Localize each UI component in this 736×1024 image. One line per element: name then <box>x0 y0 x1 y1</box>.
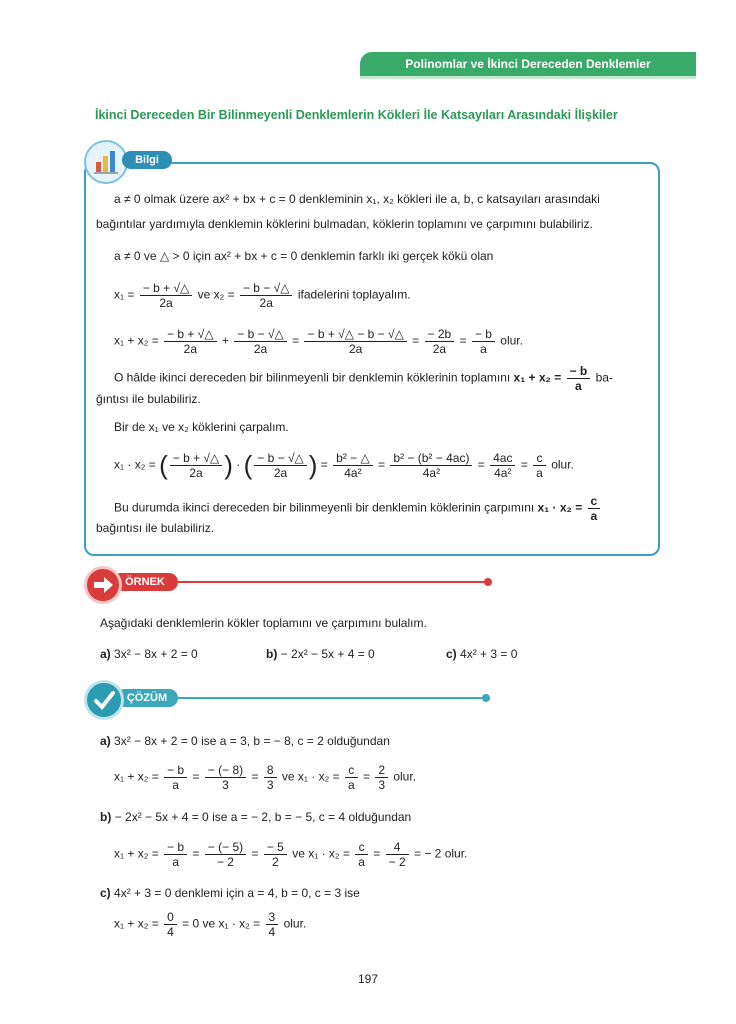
section-title: İkinci Dereceden Bir Bilinmeyenli Denklemlerin Kökleri İle Katsayıları Arasındaki İlişkiler <box>95 108 618 122</box>
x1-fraction: $\frac{- b + √\triangle}{2a}$ <box>140 281 193 310</box>
cozum-rule <box>178 697 484 699</box>
checkmark-icon <box>84 680 124 720</box>
chapter-title: Polinomlar ve İkinci Dereceden Denklemler <box>405 57 651 71</box>
cozum-b-calc: x₁ + x₂ = $\frac{- b}{a}$ = $\frac{- (- 5)}{- 2}$ = $\frac{- 5}{2}$ ve x₁ · x₂ = $\frac{c}{a}$ = $\frac{4}{- 2}$ = − 2 olur. <box>114 840 468 869</box>
ornek-item-b: b) − 2x² − 5x + 4 = 0 <box>266 647 375 661</box>
cozum-badge: ÇÖZÜM <box>116 689 178 707</box>
roots-line <box>114 281 411 310</box>
x1-label: x₁ = <box>114 287 135 302</box>
page-number: 197 <box>357 972 379 986</box>
prod-intro: Bir de x₁ ve x₂ köklerini çarpalım. <box>114 420 289 434</box>
bilgi-badge: Bilgi <box>122 151 172 169</box>
ornek-question: Aşağıdaki denklemlerin kökler toplamını ve çarpımını bulalım. <box>100 616 427 630</box>
sum-conclusion: O hâlde ikinci dereceden bir bilinmeyenli bir denklemin köklerinin toplamını x₁ + x₂ = $\frac{- b}{a}$ ba- <box>114 364 613 393</box>
roots-tail: ifadelerini toplayalım. <box>297 287 411 302</box>
sum-derivation: x₁ + x₂ = $\frac{- b + √\triangle}{2a}$ + $\frac{- b - √\triangle}{2a}$ = $\frac{- b + √\triangle - b - √\triangle}{2a}$ = $\frac{- 2b}{2a}$ = $\frac{- b}{a}$ olur. <box>114 327 523 356</box>
cozum-c-calc: x₁ + x₂ = $\frac{0}{4}$ = 0 ve x₁ · x₂ = $\frac{3}{4}$ olur. <box>114 910 307 939</box>
cozum-a-line: a) 3x² − 8x + 2 = 0 ise a = 3, b = − 8, c = 2 olduğundan <box>100 734 390 748</box>
ornek-item-c: c) 4x² + 3 = 0 <box>446 647 518 661</box>
bilgi-line-3: a ≠ 0 ve △ > 0 için ax² + bx + c = 0 denklemin farklı iki gerçek kökü olan <box>114 249 494 263</box>
bilgi-intro-2: bağıntılar yardımıyla denklemin köklerini bulmadan, köklerin toplamını ve çarpımını bulabiliriz. <box>96 217 593 231</box>
prod-conclusion-2: bağıntısı ile bulabiliriz. <box>96 521 215 535</box>
ornek-badge: ÖRNEK <box>112 573 178 591</box>
cozum-c-line: c) 4x² + 3 = 0 denklemi için a = 4, b = 0, c = 3 ise <box>100 886 360 900</box>
ornek-item-a: a) 3x² − 8x + 2 = 0 <box>100 647 198 661</box>
ornek-dot <box>484 578 492 586</box>
prod-derivation: x₁ · x₂ = ( $\frac{- b + √\triangle}{2a}$ ) · ( $\frac{- b - √\triangle}{2a}$ ) = $\frac{\text{b² − △}}{\text{4a²}}$ = $\frac{\text{b² − (b² − 4ac)}}{\text{4a²}}$ = $\frac{4ac}{\text{4a²}}$ = $\frac{c}{a}$ olur. <box>114 450 574 480</box>
x2-label: ve x₂ = <box>197 287 235 302</box>
cozum-b-line: b) − 2x² − 5x + 4 = 0 ise a = − 2, b = − 5, c = 4 olduğundan <box>100 810 412 824</box>
chapter-header-tab <box>360 52 696 76</box>
prod-conclusion: Bu durumda ikinci dereceden bir bilinmeyenli bir denklemin köklerinin çarpımını x₁ · x₂ = $\frac{c}{a}$ <box>114 494 602 523</box>
x2-fraction: $\frac{- b - √\triangle}{2a}$ <box>240 281 293 310</box>
bilgi-intro-1: a ≠ 0 olmak üzere ax² + bx + c = 0 denkleminin x₁, x₂ kökleri ile a, b, c katsayıları arasındaki <box>114 192 600 206</box>
ornek-rule <box>178 581 486 583</box>
cozum-a-calc: x₁ + x₂ = $\frac{- b}{a}$ = $\frac{- (- 8)}{3}$ = $\frac{8}{3}$ ve x₁ · x₂ = $\frac{c}{a}$ = $\frac{2}{3}$ olur. <box>114 763 417 792</box>
sum-conclusion-2: ğıntısı ile bulabiliriz. <box>96 392 201 406</box>
arrow-right-icon <box>84 566 122 604</box>
cozum-dot <box>482 694 490 702</box>
